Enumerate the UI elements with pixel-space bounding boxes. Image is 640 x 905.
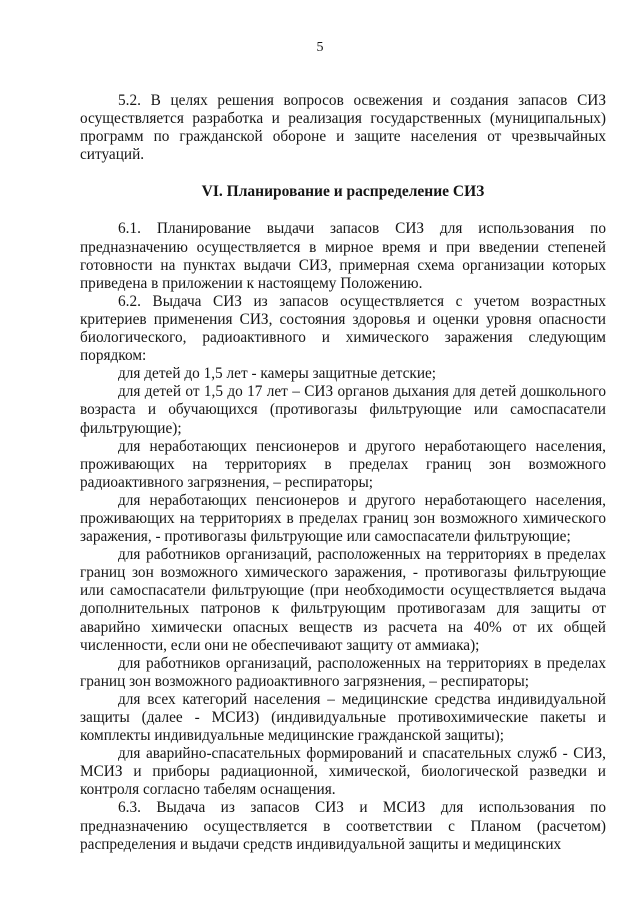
list-item-rescue-services: для аварийно-спасательных формирований и спасательных служб - СИЗ, МСИЗ и приборы радиационной, химической, биологической разведки и контроля согласно табелям оснащения. [80, 745, 606, 799]
section-title: VI. Планирование и распределение СИЗ [201, 183, 485, 201]
list-item-pensioners-chemical: для неработающих пенсионеров и другого неработающего населения, проживающих на территориях в пределах границ зон возможного химического заражения, - противогазы фильтрующие или самоспасатели фильтрующие; [80, 491, 606, 546]
list-item-children-under-1-5: для детей до 1,5 лет - камеры защитные детские; [118, 365, 437, 383]
list-item-workers-radioactive: для работников организаций, расположенных на территориях в пределах границ зон возможного радиоактивного загрязнения, – респираторы; [80, 654, 606, 690]
paragraph-6-1: 6.1. Планирование выдачи запасов СИЗ для использования по предназначению осуществляется в мирное время и при введении степеней готовности на пунктах выдачи СИЗ, примерная схема организации которых приведена в приложении к настоящему Положению. [80, 220, 606, 292]
document-body [80, 92, 606, 854]
list-item-pensioners-radioactive: для неработающих пенсионеров и другого неработающего населения, проживающих на территориях в пределах границ зон возможного радиоактивного загрязнения, – респираторы; [80, 437, 606, 491]
list-item-workers-chemical: для работников организаций, расположенных на территориях в пределах границ зон возможного химического заражения, - противогазы фильтрующие или самоспасатели фильтрующие (при необходимости осуществляется выдача дополнительных патронов к фильтрующим противогазам для защиты от аварийно химически опасных веществ из расчета на 40% от их общей численности, если они не обеспечивают защиту от аммиака); [80, 546, 606, 654]
page-number: 5 [316, 40, 324, 55]
paragraph-6-3: 6.3. Выдача из запасов СИЗ и МСИЗ для использования по предназначению осуществляется в соответствии с Планом (расчетом) распределения и выдачи средств индивидуальной защиты и медицинских [80, 799, 606, 853]
list-item-children-1-5-to-17: для детей от 1,5 до 17 лет – СИЗ органов дыхания для детей дошкольного возраста и обучающихся (противогазы фильтрующие или самоспасатели фильтрующие); [80, 383, 606, 437]
list-item-all-population: для всех категорий населения – медицинские средства индивидуальной защиты (далее - МСИЗ) (индивидуальные противохимические пакеты и комплекты индивидуальные медицинские гражданской защиты); [80, 690, 606, 745]
paragraph-5-2: 5.2. В целях решения вопросов освежения и создания запасов СИЗ осуществляется разработка и реализация государственных (муниципальных) программ по гражданской обороне и защите населения от чрезвычайных ситуаций. [80, 92, 606, 164]
paragraph-6-2: 6.2. Выдача СИЗ из запасов осуществляется с учетом возрастных критериев применения СИЗ, состояния здоровья и оценки уровня опасности биологического, радиоактивного и химического заражения следующим порядком: [80, 292, 606, 365]
